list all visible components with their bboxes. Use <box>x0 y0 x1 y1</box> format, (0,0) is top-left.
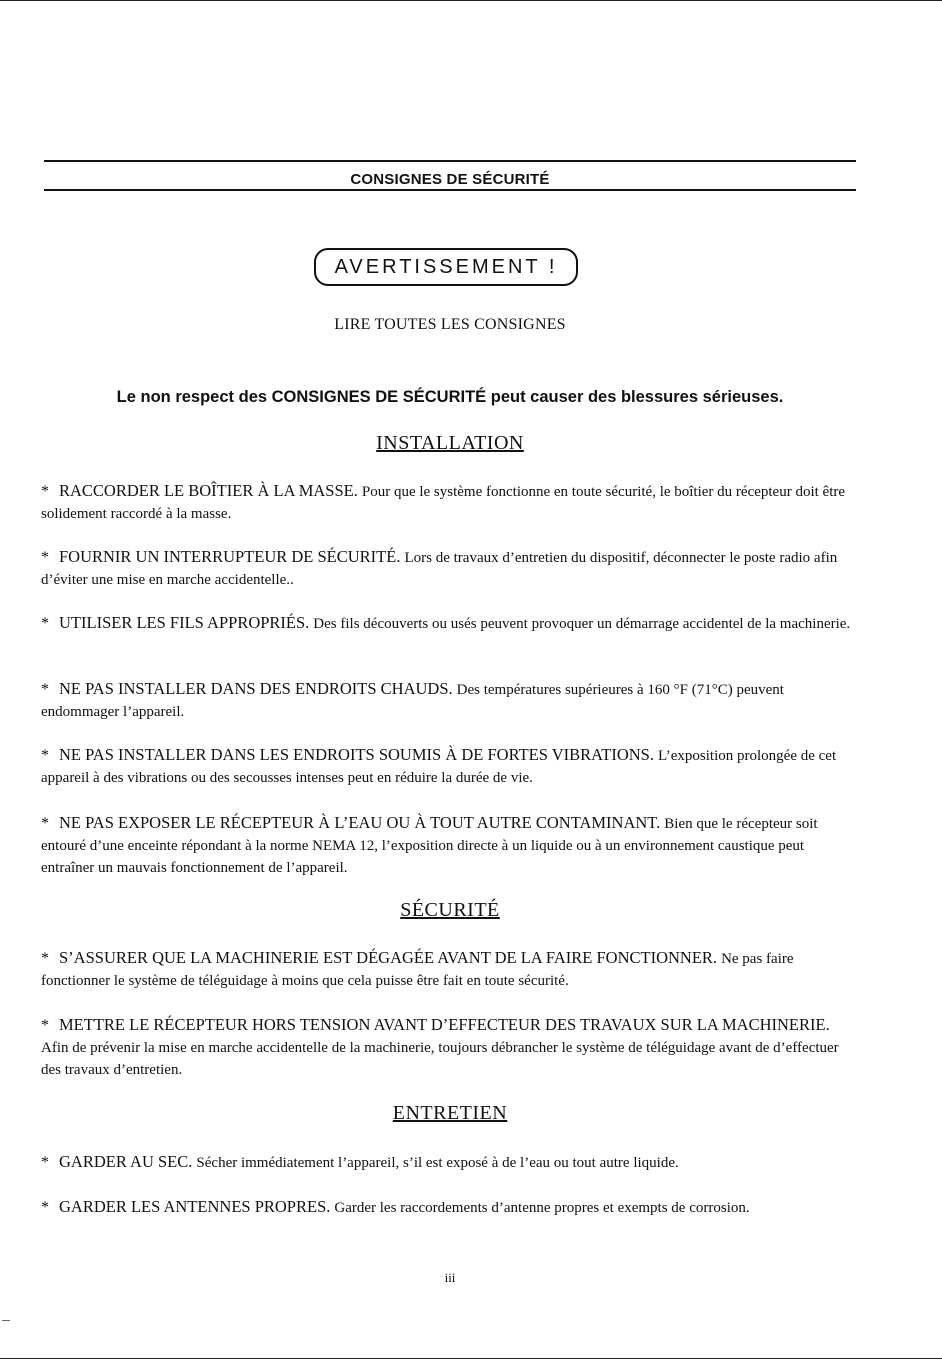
item-lead: GARDER LES ANTENNES PROPRES. <box>59 1197 331 1216</box>
item-body: Pour que le système fonctionne en toute sécurité, le boîtier du récepteur doit être solidement raccordé à la masse. <box>41 484 846 522</box>
list-item: * UTILISER LES FILS APPROPRIÉS. Des fils découverts ou usés peuvent provoquer un démarrage accidentel de la machinerie. <box>41 613 851 632</box>
header-rule-top <box>44 160 856 162</box>
list-item: * NE PAS INSTALLER DANS LES ENDROITS SOUMIS À DE FORTES VIBRATIONS. L’exposition prolongée de cet appareil à des vibrations ou des secousses intenses peut en réduire la durée de vie. <box>41 745 837 786</box>
item-body: Afin de prévenir la mise en marche accidentelle de la machinerie, toujours débrancher le système de téléguidage avant de d’effectuer des travaux d’entretien. <box>41 1040 839 1078</box>
list-item: * FOURNIR UN INTERRUPTEUR DE SÉCURITÉ. Lors de travaux d’entretien du dispositif, déconnecter le poste radio afin d’éviter une mise en marche accidentelle.. <box>41 547 838 588</box>
page-top-edge <box>0 0 942 1</box>
item-lead: METTRE LE RÉCEPTEUR HORS TENSION AVANT D’EFFECTEUR DES TRAVAUX SUR LA MACHINERIE. <box>59 1015 830 1034</box>
item-body: Des fils découverts ou usés peuvent provoquer un démarrage accidentel de la machinerie. <box>313 616 851 632</box>
warning-label: AVERTISSEMENT ! <box>334 255 558 278</box>
item-lead: S’ASSURER QUE LA MACHINERIE EST DÉGAGÉE AVANT DE LA FAIRE FONCTIONNER. <box>59 948 718 967</box>
list-item: * NE PAS INSTALLER DANS DES ENDROITS CHAUDS. Des températures supérieures à 160 °F (71°C) peuvent endommager l’appareil. <box>41 679 784 720</box>
item-lead: NE PAS INSTALLER DANS LES ENDROITS SOUMIS À DE FORTES VIBRATIONS. <box>59 745 654 764</box>
header-rule-bottom <box>44 189 856 191</box>
list-item: * METTRE LE RÉCEPTEUR HORS TENSION AVANT D’EFFECTEUR DES TRAVAUX SUR LA MACHINERIE. Afin de prévenir la mise en marche accidentelle de la machinerie, toujours débrancher le système de téléguidage avant de d’effectuer des travaux d’entretien. <box>41 1015 839 1078</box>
item-lead: NE PAS EXPOSER LE RÉCEPTEUR À L’EAU OU À TOUT AUTRE CONTAMINANT. <box>59 813 661 832</box>
list-item: * S’ASSURER QUE LA MACHINERIE EST DÉGAGÉE AVANT DE LA FAIRE FONCTIONNER. Ne pas faire fonctionner le système de téléguidage à moins que cela puisse être fait en toute sécurité. <box>41 948 794 989</box>
section-title-securite: SÉCURITÉ <box>400 899 500 921</box>
item-lead: GARDER AU SEC. <box>59 1152 193 1171</box>
item-lead: FOURNIR UN INTERRUPTEUR DE SÉCURITÉ. <box>59 547 401 566</box>
injury-warning: Le non respect des CONSIGNES DE SÉCURITÉ peut causer des blessures sérieuses. <box>116 388 784 406</box>
item-body: Garder les raccordements d’antenne propres et exempts de corrosion. <box>334 1200 750 1216</box>
list-item: * RACCORDER LE BOÎTIER À LA MASSE. Pour que le système fonctionne en toute sécurité, le boîtier du récepteur doit être solidement raccordé à la masse. <box>41 481 846 522</box>
item-body: Sécher immédiatement l’appareil, s’il est exposé à de l’eau ou tout autre liquide. <box>196 1155 679 1171</box>
item-lead: NE PAS INSTALLER DANS DES ENDROITS CHAUDS. <box>59 679 453 698</box>
section-title-installation: INSTALLATION <box>376 432 524 454</box>
page-title: CONSIGNES DE SÉCURITÉ <box>350 171 550 188</box>
item-body: Lors de travaux d’entretien du dispositif, déconnecter le poste radio afin d’éviter une mise en marche accidentelle.. <box>41 550 838 588</box>
item-body: Bien que le récepteur soit entouré d’une enceinte répondant à la norme NEMA 12, l’exposition directe à un liquide ou à un environnement caustique peut entraîner un mauvais fonctionnement de l’appareil. <box>41 816 818 876</box>
item-body: Des températures supérieures à 160 °F (71°C) peuvent endommager l’appareil. <box>41 682 784 720</box>
scan-mark <box>2 1320 10 1321</box>
list-item: * GARDER AU SEC. Sécher immédiatement l’appareil, s’il est exposé à de l’eau ou tout autre liquide. <box>41 1152 679 1171</box>
read-all-instructions: LIRE TOUTES LES CONSIGNES <box>334 316 566 333</box>
item-body: Ne pas faire fonctionner le système de téléguidage à moins que cela puisse être fait en toute sécurité. <box>41 951 794 989</box>
item-lead: UTILISER LES FILS APPROPRIÉS. <box>59 613 310 632</box>
section-title-entretien: ENTRETIEN <box>392 1102 508 1124</box>
item-lead: RACCORDER LE BOÎTIER À LA MASSE. <box>59 481 358 500</box>
warning-box <box>314 248 578 286</box>
page-number: iii <box>444 1270 456 1285</box>
list-item: * GARDER LES ANTENNES PROPRES. Garder les raccordements d’antenne propres et exempts de corrosion. <box>41 1197 750 1216</box>
item-body: L’exposition prolongée de cet appareil à des vibrations ou des secousses intenses peut en réduire la durée de vie. <box>41 748 837 786</box>
page-bottom-edge <box>0 1358 942 1359</box>
list-item: * NE PAS EXPOSER LE RÉCEPTEUR À L’EAU OU À TOUT AUTRE CONTAMINANT. Bien que le récepteur soit entouré d’une enceinte répondant à la norme NEMA 12, l’exposition directe à un liquide ou à un environnement caustique peut entraîner un mauvais fonctionnement de l’appareil. <box>41 813 818 876</box>
